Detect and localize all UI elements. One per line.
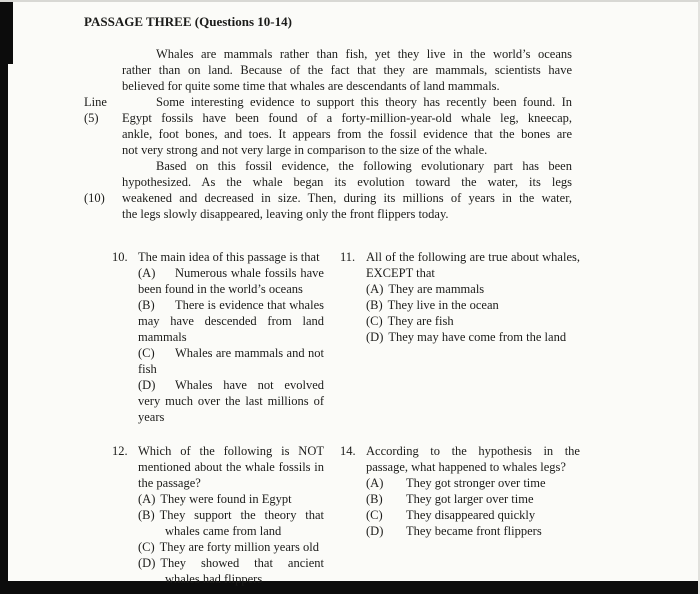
option-label: (B) (138, 508, 155, 522)
passage-line-text: rather than on land. Because of the fact that they are mammals, scientists have (122, 63, 572, 77)
passage-line-text: Egypt fossils have been found of a forty-million-year-old whale leg, kneecap, (122, 111, 572, 125)
answer-option (366, 507, 580, 523)
line-number-label (84, 78, 122, 94)
passage-line-text: not very strong and not very large in comparison to the size of the whale. (122, 143, 488, 157)
line-number-label (84, 62, 122, 78)
option-label: (D) (138, 378, 156, 392)
question-stem: Which of the following is NOT mentioned about the whale fossils in the passage? (138, 444, 324, 490)
answer-option (366, 475, 580, 491)
passage-title: PASSAGE THREE (Questions 10-14) (84, 14, 292, 29)
passage-line-text: Some interesting evidence to support this theory has recently been found. In (156, 95, 572, 109)
question-10 (112, 249, 324, 425)
answer-option (138, 539, 324, 555)
option-label: (A) (366, 476, 384, 490)
answer-option (138, 555, 324, 587)
answer-option (366, 297, 580, 313)
line-number-label: (5) (84, 111, 99, 125)
line-number-label (84, 46, 122, 62)
answer-option (366, 281, 580, 297)
scan-edge-left (0, 2, 8, 594)
answer-option (366, 329, 580, 345)
option-text: Whales have not evolved very much over the last millions of years (138, 378, 324, 424)
option-text: They showed that ancient whales had flippers (160, 556, 324, 586)
option-text: They are fish (387, 314, 454, 328)
answer-option (138, 507, 324, 539)
passage-line-text: Based on this fossil evidence, the following evolutionary part has been (156, 159, 572, 173)
option-text: They got stronger over time (406, 476, 546, 490)
passage-line-text: Whales are mammals rather than fish, yet they live in the world’s oceans (156, 47, 572, 61)
line-number-label (84, 158, 122, 174)
line-number-label (84, 206, 122, 222)
question-stem: According to the hypothesis in the passage, what happened to whales legs? (366, 444, 580, 474)
question-12 (112, 443, 324, 587)
question-stem: All of the following are true about whales, EXCEPT that (366, 250, 580, 280)
passage-line (84, 126, 574, 142)
passage-line (84, 142, 574, 158)
question-number: 10. (112, 250, 128, 264)
option-label: (A) (138, 266, 156, 280)
option-label: (B) (366, 298, 383, 312)
option-text: They are mammals (388, 282, 485, 296)
passage-line-text: hypothesized. As the whale began its evolution toward the water, its legs (122, 175, 572, 189)
passage-line (84, 94, 574, 110)
passage-line (84, 158, 574, 174)
answer-option (366, 491, 580, 507)
option-text: They got larger over time (406, 492, 534, 506)
line-number-label (84, 126, 122, 142)
passage-line (84, 62, 574, 78)
passage-line-text: weakened and decreased in size. Then, during its millions of years in the water, (122, 191, 572, 205)
answer-option (366, 313, 580, 329)
option-text: They were found in Egypt (160, 492, 292, 506)
option-text: They may have come from the land (388, 330, 567, 344)
option-label: (A) (366, 282, 384, 296)
answer-option (138, 265, 324, 297)
line-number-label (84, 174, 122, 190)
passage-line (84, 78, 574, 94)
option-label: (B) (366, 492, 383, 506)
answer-option (138, 297, 324, 345)
passage-line (84, 206, 574, 222)
option-label: (D) (366, 330, 384, 344)
option-text: They became front flippers (406, 524, 542, 538)
option-label: (C) (138, 540, 155, 554)
option-text: They disappeared quickly (406, 508, 536, 522)
option-label: (B) (138, 298, 155, 312)
answer-option (138, 491, 324, 507)
question-14 (340, 443, 580, 587)
questions-section (112, 249, 584, 587)
passage-line (84, 110, 574, 126)
option-label: (D) (138, 556, 156, 570)
passage-line (84, 174, 574, 190)
passage-line-text: ankle, foot bones, and toes. It appears from the fossil evidence that the bones are (122, 127, 572, 141)
question-number: 11. (340, 250, 356, 264)
passage-line-text: believed for quite some time that whales are descendants of land mammals. (122, 79, 500, 93)
passage-line (84, 190, 574, 206)
line-number-label: Line (84, 95, 107, 109)
option-label: (A) (138, 492, 156, 506)
option-text: They live in the ocean (387, 298, 499, 312)
option-text: They are forty million years old (159, 540, 319, 554)
line-number-label (84, 142, 122, 158)
line-number-label: (10) (84, 191, 105, 205)
option-text: They support the theory that whales came from land (159, 508, 324, 538)
question-number: 14. (340, 444, 356, 458)
answer-option (366, 523, 580, 539)
passage-line-text: the legs slowly disappeared, leaving only the front flippers today. (122, 207, 449, 221)
page-content (84, 14, 584, 587)
option-text: There is evidence that whales may have descended from land mammals (138, 298, 324, 344)
answer-option (138, 345, 324, 377)
option-label: (C) (366, 314, 383, 328)
question-number: 12. (112, 444, 128, 458)
option-text: Whales are mammals and not fish (138, 346, 324, 376)
question-11 (340, 249, 580, 425)
answer-option (138, 377, 324, 425)
question-stem: The main idea of this passage is that (138, 250, 320, 264)
passage (84, 46, 574, 222)
scan-edge-left-top (0, 2, 13, 64)
passage-line (84, 46, 574, 62)
option-label: (C) (366, 508, 383, 522)
option-text: Numerous whale fossils have been found in the world’s oceans (138, 266, 324, 296)
option-label: (D) (366, 524, 384, 538)
option-label: (C) (138, 346, 155, 360)
